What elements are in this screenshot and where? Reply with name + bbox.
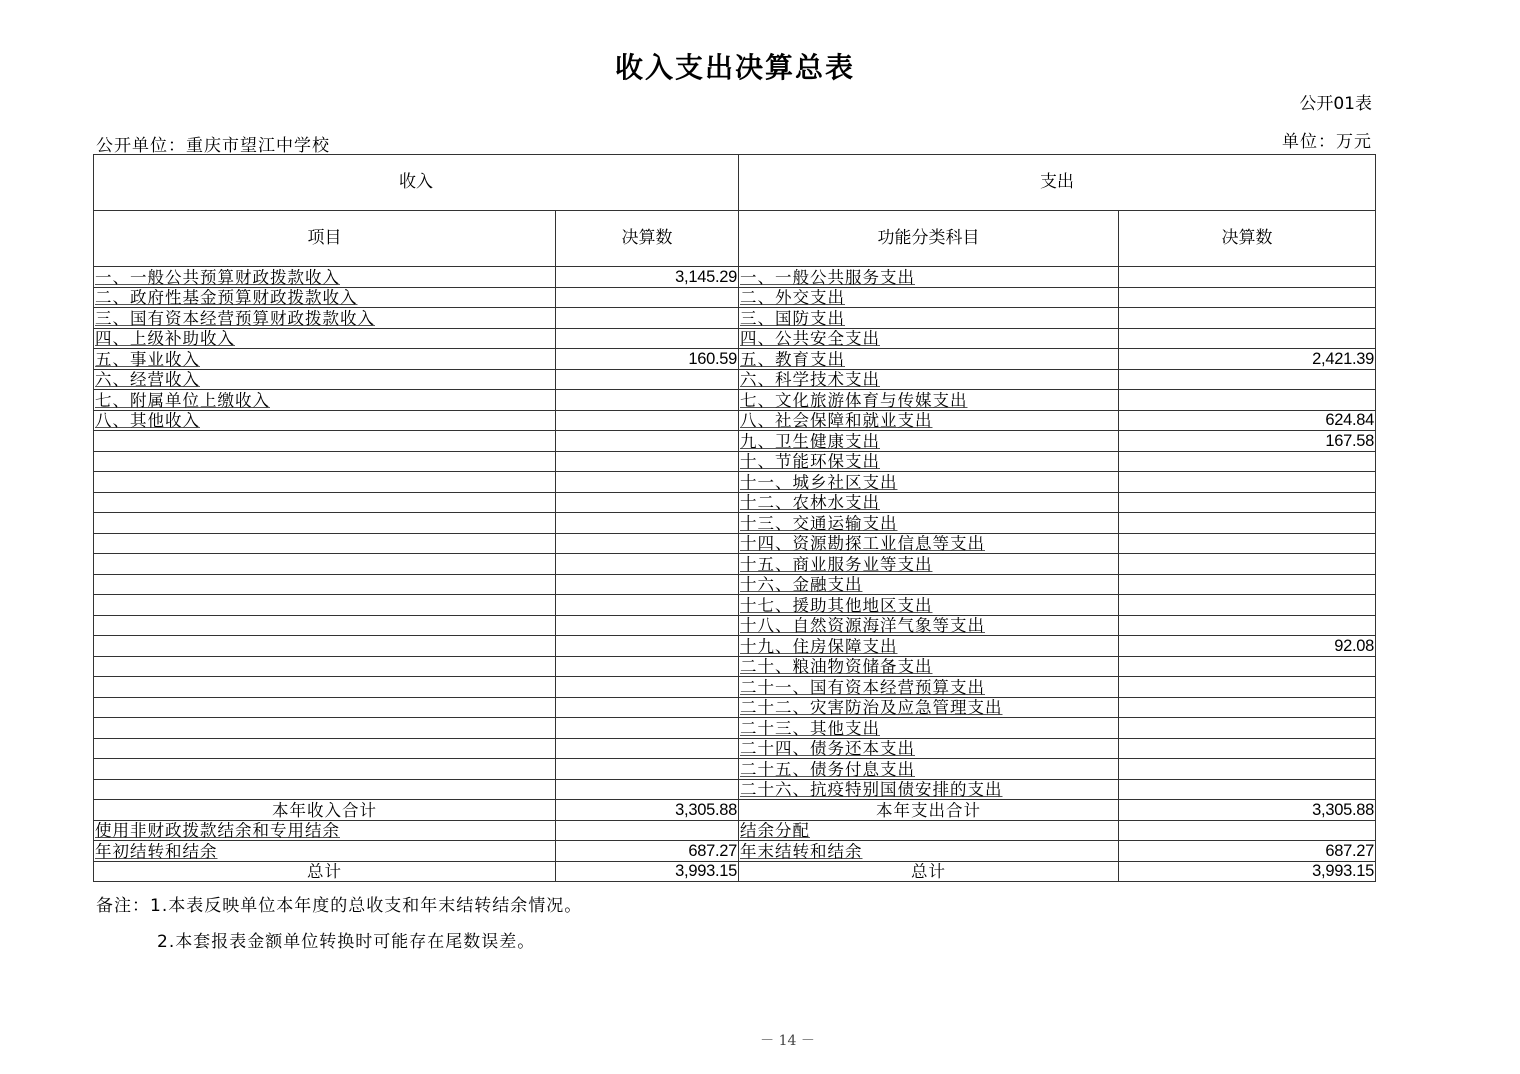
form-number: 公开01表 (1299, 94, 1372, 114)
income-value-cell (556, 759, 739, 780)
table-row (94, 472, 1376, 493)
table-row (94, 656, 1376, 677)
expense-item-cell: 七、文化旅游体育与传媒支出 (739, 390, 1119, 411)
expense-total-value: 3,305.88 (1119, 800, 1376, 821)
income-item-cell (94, 615, 556, 636)
expense-item-cell: 十一、城乡社区支出 (739, 472, 1119, 493)
table-row (94, 574, 1376, 595)
table-row (94, 349, 1376, 370)
expense-item-cell: 十三、交通运输支出 (739, 513, 1119, 534)
expense-item-cell: 十七、援助其他地区支出 (739, 595, 1119, 616)
expense-value-cell (1119, 677, 1376, 698)
income-value-column-header: 决算数 (556, 211, 739, 267)
expense-value-cell (1119, 267, 1376, 288)
income-value-cell (556, 615, 739, 636)
grand-total-income-label: 总计 (94, 861, 556, 882)
expense-item-cell: 二十二、灾害防治及应急管理支出 (739, 697, 1119, 718)
income-item-cell (94, 595, 556, 616)
income-item-cell (94, 492, 556, 513)
expense-value-cell (1119, 328, 1376, 349)
expense-value-cell: 624.84 (1119, 410, 1376, 431)
expense-item-cell: 十九、住房保障支出 (739, 636, 1119, 657)
income-total-label: 本年收入合计 (94, 800, 556, 821)
income-expense-table (93, 154, 1376, 882)
income-value-cell (556, 697, 739, 718)
table-row (94, 492, 1376, 513)
header-row-columns (94, 211, 1376, 267)
table-row (94, 369, 1376, 390)
income-item-cell: 三、国有资本经营预算财政拨款收入 (94, 308, 556, 329)
table-row (94, 697, 1376, 718)
expense-item-cell: 九、卫生健康支出 (739, 431, 1119, 452)
table-row (94, 615, 1376, 636)
page-title: 收入支出决算总表 (614, 51, 855, 84)
income-item-cell (94, 513, 556, 534)
expense-item-cell: 八、社会保障和就业支出 (739, 410, 1119, 431)
expense-item-cell: 二十三、其他支出 (739, 718, 1119, 739)
note-line-1: 备注：1.本表反映单位本年度的总收支和年末结转结余情况。 (96, 896, 583, 916)
expense-item-cell: 十八、自然资源海洋气象等支出 (739, 615, 1119, 636)
expense-group-header: 支出 (739, 155, 1376, 211)
expense-value-cell (1119, 472, 1376, 493)
income-value-cell (556, 677, 739, 698)
expense-value-cell (1119, 718, 1376, 739)
expense-item-cell: 十、节能环保支出 (739, 451, 1119, 472)
expense-value-cell (1119, 656, 1376, 677)
income-item-cell: 二、政府性基金预算财政拨款收入 (94, 287, 556, 308)
income-item-cell (94, 472, 556, 493)
income-item-cell (94, 697, 556, 718)
income-value-cell (556, 738, 739, 759)
expense-value-cell (1119, 574, 1376, 595)
income-item-cell: 五、事业收入 (94, 349, 556, 370)
nonfiscal-surplus-label: 使用非财政拨款结余和专用结余 (94, 820, 556, 841)
income-item-cell (94, 554, 556, 575)
table-row (94, 267, 1376, 288)
expense-item-cell: 二、外交支出 (739, 287, 1119, 308)
income-value-cell (556, 533, 739, 554)
table-row (94, 328, 1376, 349)
surplus-distribution-value (1119, 820, 1376, 841)
income-value-cell (556, 328, 739, 349)
begin-carryover-label: 年初结转和结余 (94, 841, 556, 862)
page-number: － 14 － (760, 1033, 815, 1049)
table-row (94, 636, 1376, 657)
income-value-cell (556, 472, 739, 493)
income-value-cell (556, 369, 739, 390)
nonfiscal-surplus-value (556, 820, 739, 841)
expense-item-column-header: 功能分类科目 (739, 211, 1119, 267)
income-item-cell: 一、一般公共预算财政拨款收入 (94, 267, 556, 288)
income-item-cell (94, 718, 556, 739)
grand-total-income-value: 3,993.15 (556, 861, 739, 882)
table-row (94, 431, 1376, 452)
income-value-cell (556, 451, 739, 472)
expense-value-cell (1119, 759, 1376, 780)
table-row (94, 759, 1376, 780)
income-value-cell: 160.59 (556, 349, 739, 370)
grand-total-expense-value: 3,993.15 (1119, 861, 1376, 882)
income-item-cell (94, 431, 556, 452)
expense-value-cell (1119, 615, 1376, 636)
currency-unit: 单位：万元 (1282, 132, 1372, 152)
income-item-cell: 四、上级补助收入 (94, 328, 556, 349)
income-item-cell (94, 759, 556, 780)
expense-item-cell: 二十五、债务付息支出 (739, 759, 1119, 780)
expense-item-cell: 二十四、债务还本支出 (739, 738, 1119, 759)
income-item-cell (94, 677, 556, 698)
reporting-unit: 公开单位：重庆市望江中学校 (96, 136, 330, 156)
expense-value-cell (1119, 533, 1376, 554)
income-item-cell (94, 533, 556, 554)
expense-item-cell: 三、国防支出 (739, 308, 1119, 329)
expense-total-label: 本年支出合计 (739, 800, 1119, 821)
table-row (94, 410, 1376, 431)
end-carryover-value: 687.27 (1119, 841, 1376, 862)
income-group-header: 收入 (94, 155, 739, 211)
income-item-cell (94, 636, 556, 657)
income-value-cell (556, 656, 739, 677)
expense-value-cell (1119, 308, 1376, 329)
expense-value-cell (1119, 492, 1376, 513)
grand-total-expense-label: 总计 (739, 861, 1119, 882)
expense-value-cell (1119, 738, 1376, 759)
begin-carryover-value: 687.27 (556, 841, 739, 862)
table-row (94, 595, 1376, 616)
income-value-cell (556, 287, 739, 308)
expense-value-cell (1119, 287, 1376, 308)
expense-value-cell (1119, 390, 1376, 411)
income-item-cell (94, 574, 556, 595)
income-value-cell (556, 410, 739, 431)
expense-item-cell: 十四、资源勘探工业信息等支出 (739, 533, 1119, 554)
income-item-column-header: 项目 (94, 211, 556, 267)
table-row (94, 451, 1376, 472)
summary-row (94, 861, 1376, 882)
expense-value-cell (1119, 369, 1376, 390)
expense-item-cell: 六、科学技术支出 (739, 369, 1119, 390)
income-value-cell (556, 492, 739, 513)
table-row (94, 779, 1376, 800)
expense-item-cell: 一、一般公共服务支出 (739, 267, 1119, 288)
income-value-cell (556, 636, 739, 657)
expense-value-cell: 92.08 (1119, 636, 1376, 657)
expense-value-cell (1119, 697, 1376, 718)
summary-row (94, 800, 1376, 821)
expense-value-cell: 2,421.39 (1119, 349, 1376, 370)
table-row (94, 390, 1376, 411)
income-value-cell (556, 308, 739, 329)
income-total-value: 3,305.88 (556, 800, 739, 821)
end-carryover-label: 年末结转和结余 (739, 841, 1119, 862)
note-line-2: 2.本套报表金额单位转换时可能存在尾数误差。 (157, 932, 536, 952)
summary-row (94, 820, 1376, 841)
expense-item-cell: 十六、金融支出 (739, 574, 1119, 595)
income-value-cell (556, 595, 739, 616)
income-value-cell: 3,145.29 (556, 267, 739, 288)
income-item-cell (94, 779, 556, 800)
expense-item-cell: 四、公共安全支出 (739, 328, 1119, 349)
summary-row (94, 841, 1376, 862)
table-row (94, 718, 1376, 739)
table-row (94, 554, 1376, 575)
income-item-cell (94, 738, 556, 759)
expense-item-cell: 二十一、国有资本经营预算支出 (739, 677, 1119, 698)
income-value-cell (556, 779, 739, 800)
income-value-cell (556, 390, 739, 411)
expense-value-cell (1119, 595, 1376, 616)
expense-item-cell: 五、教育支出 (739, 349, 1119, 370)
header-row-groups (94, 155, 1376, 211)
surplus-distribution-label: 结余分配 (739, 820, 1119, 841)
income-item-cell (94, 451, 556, 472)
expense-value-cell (1119, 513, 1376, 534)
expense-value-cell (1119, 451, 1376, 472)
income-value-cell (556, 431, 739, 452)
expense-value-cell (1119, 779, 1376, 800)
income-value-cell (556, 513, 739, 534)
income-item-cell: 八、其他收入 (94, 410, 556, 431)
expense-item-cell: 十五、商业服务业等支出 (739, 554, 1119, 575)
expense-item-cell: 二十、粮油物资储备支出 (739, 656, 1119, 677)
expense-item-cell: 二十六、抗疫特别国债安排的支出 (739, 779, 1119, 800)
table-row (94, 677, 1376, 698)
expense-value-cell (1119, 554, 1376, 575)
table-row (94, 287, 1376, 308)
expense-item-cell: 十二、农林水支出 (739, 492, 1119, 513)
notes (96, 888, 582, 960)
income-value-cell (556, 718, 739, 739)
income-item-cell: 七、附属单位上缴收入 (94, 390, 556, 411)
income-item-cell: 六、经营收入 (94, 369, 556, 390)
table-row (94, 533, 1376, 554)
expense-value-cell: 167.58 (1119, 431, 1376, 452)
table-row (94, 738, 1376, 759)
table-row (94, 308, 1376, 329)
income-value-cell (556, 554, 739, 575)
table-row (94, 513, 1376, 534)
expense-value-column-header: 决算数 (1119, 211, 1376, 267)
income-value-cell (556, 574, 739, 595)
income-item-cell (94, 656, 556, 677)
